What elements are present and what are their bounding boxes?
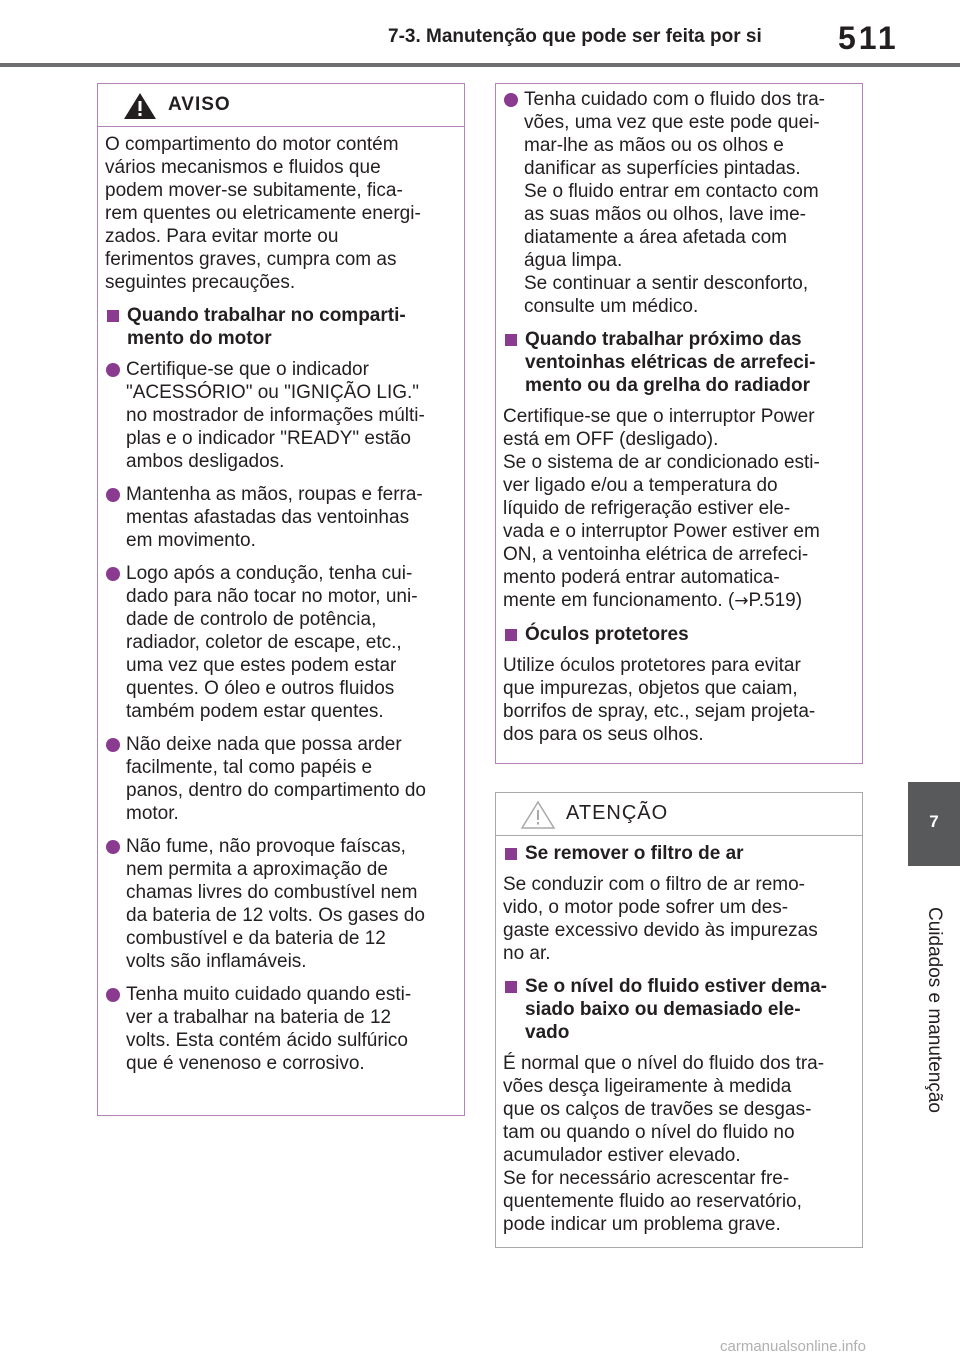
subsection-heading: Óculos protetores (503, 623, 854, 646)
warning-label: AVISO (168, 94, 231, 115)
list-item: Mantenha as mãos, roupas e ferra- mentas afastadas das ventoinhas em movimento. (105, 483, 456, 552)
subsection-heading: Quando trabalhar no comparti- mento do motor (105, 304, 456, 350)
list-item: Não deixe nada que possa arder facilmente, tal como papéis e panos, dentro do compartimento do motor. (105, 733, 456, 825)
list-item: Tenha cuidado com o fluido dos tra- vões, uma vez que este pode quei- mar-lhe as mãos ou os olhos e danificar as superfícies pintadas. Se o fluido entrar em contacto com as suas mãos ou olhos, lave ime- diatamente a área afetada com água limpa. Se continuar a sentir desconforto, consulte um médico. (503, 88, 854, 318)
subsection-heading: Se o nível do fluido estiver dema- siado baixo ou demasiado ele- vado (503, 975, 854, 1044)
round-bullet-icon (106, 738, 120, 752)
page-reference-arrow-icon: → (734, 591, 749, 611)
page-reference[interactable]: P.519) (748, 590, 803, 611)
paragraph: Certifique-se que o interruptor Power está em OFF (desligado). Se o sistema de ar condicionado esti- ver ligado e/ou a temperatura do líquido de refrigeração estiver ele- vada e o interruptor Power estiver em ON, a ventoinha elétrica de arrefeci- mento poderá entrar automatica- mente em funcionamento. (→P.519) (503, 406, 820, 611)
warning-box (97, 83, 465, 1116)
page-number: 511 (838, 20, 899, 56)
paragraph: Utilize óculos protetores para evitar que impurezas, objetos que caiam, borrifos de spray, etc., sejam projeta- dos para os seus olhos. (503, 655, 816, 745)
watermark: carmanualsonline.info (720, 1338, 866, 1355)
square-bullet-icon (505, 629, 517, 641)
warning-box-continued (495, 83, 863, 764)
chapter-number: 7 (929, 812, 939, 831)
subsection-heading: Quando trabalhar próximo das ventoinhas elétricas de arrefeci- mento ou da grelha do radiador (503, 328, 854, 397)
section-title: 7-3. Manutenção que pode ser feita por si (388, 26, 762, 47)
round-bullet-icon (504, 93, 518, 107)
warning-intro: O compartimento do motor contém vários mecanismos e fluidos que podem mover-se subitamente, fica- rem quentes ou eletricamente energi- zados. Para evitar morte ou ferimentos graves, cumpra com as seguintes precauções. (105, 134, 421, 293)
warning-triangle-icon (122, 91, 158, 121)
list-item: Logo após a condução, tenha cui- dado para não tocar no motor, uni- dade de controlo de potência, radiador, coletor de escape, etc., uma vez que estes podem estar quentes. O óleo e outros fluidos também podem estar quentes. (105, 562, 456, 723)
square-bullet-icon (107, 310, 119, 322)
paragraph: Se conduzir com o filtro de ar remo- vido, o motor pode sofrer um des- gaste excessivo devido às impurezas no ar. (503, 874, 818, 964)
round-bullet-icon (106, 840, 120, 854)
round-bullet-icon (106, 363, 120, 377)
square-bullet-icon (505, 848, 517, 860)
round-bullet-icon (106, 988, 120, 1002)
square-bullet-icon (505, 334, 517, 346)
caution-label: ATENÇÃO (566, 802, 669, 824)
caution-box (495, 792, 863, 1248)
round-bullet-icon (106, 488, 120, 502)
paragraph: É normal que o nível do fluido dos tra- vões desça ligeiramente à medida que os calços de travões se desgas- tam ou quando o nível do fluido no acumulador estiver elevado. Se for necessário acrescentar fre- quentemente fluido ao reservatório, pode indicar um problema grave. (503, 1053, 825, 1235)
caution-triangle-icon (520, 800, 556, 830)
chapter-label: Cuidados e manutenção (924, 907, 945, 1113)
warning-header (98, 84, 464, 127)
list-item: Certifique-se que o indicador "ACESSÓRIO" ou "IGNIÇÃO LIG." no mostrador de informações múlti- plas e o indicador "READY" estão ambos desligados. (105, 358, 456, 473)
caution-header (496, 793, 862, 836)
chapter-tab (908, 782, 960, 866)
header-rule (0, 63, 960, 67)
list-item: Tenha muito cuidado quando esti- ver a trabalhar na bateria de 12 volts. Esta contém ácido sulfúrico que é venenoso e corrosivo. (105, 983, 456, 1075)
square-bullet-icon (505, 981, 517, 993)
subsection-heading: Se remover o filtro de ar (503, 842, 854, 865)
list-item: Não fume, não provoque faíscas, nem permita a aproximação de chamas livres do combustível nem da bateria de 12 volts. Os gases do combustível e da bateria de 12 volts são inflamáveis. (105, 835, 456, 973)
round-bullet-icon (106, 567, 120, 581)
